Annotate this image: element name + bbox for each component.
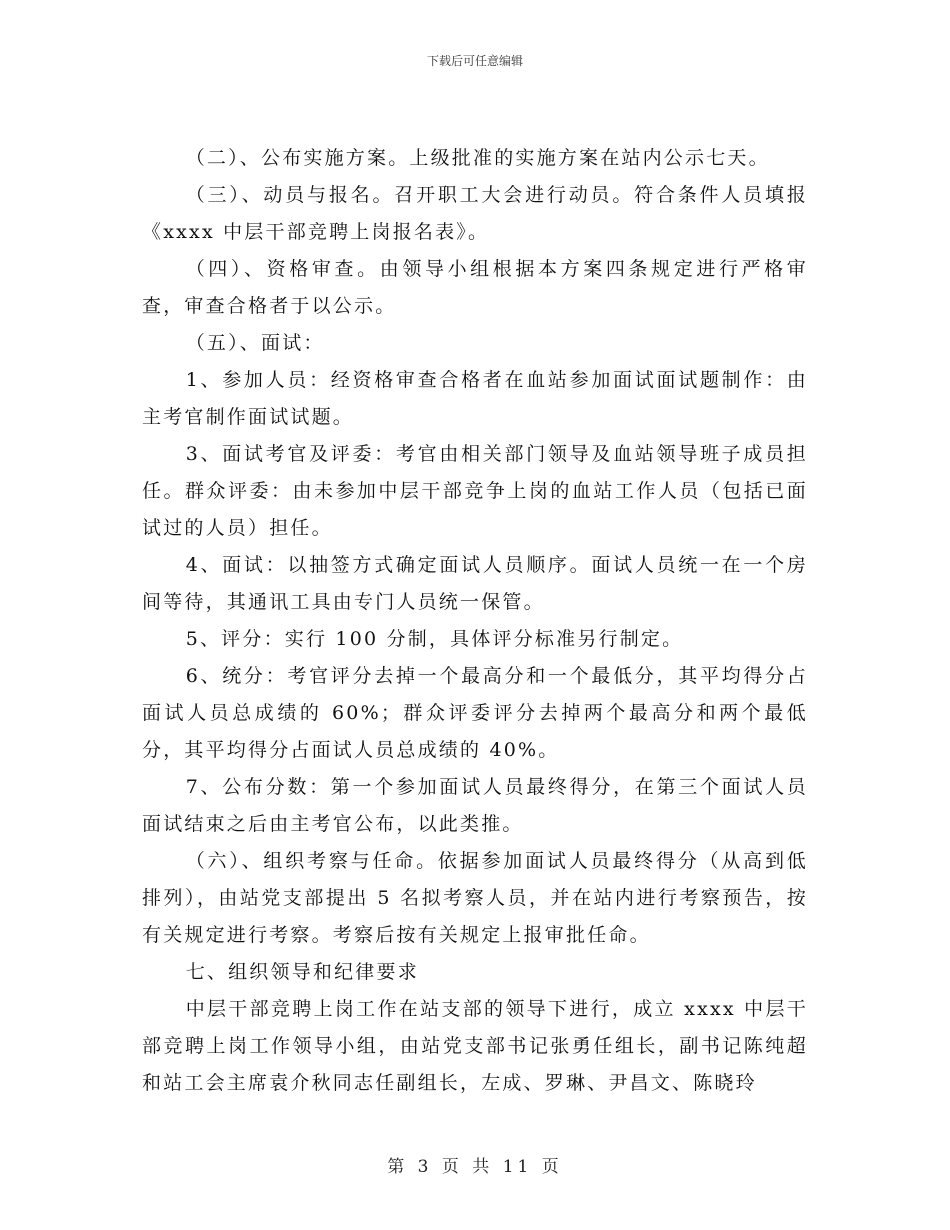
paragraph-publish-scores: 7、公布分数：第一个参加面试人员最终得分，在第三个面试人员面试结束之后由主考官公布，以此类推。 [142, 776, 808, 835]
paragraph-leadership: 中层干部竞聘上岗工作在站支部的领导下进行，成立 xxxx 中层干部竞聘上岗工作领导小组，由站党支部书记张勇任组长，副书记陈纯超和站工会主席袁介秋同志任副组长，左成、罗琳、尹昌文、陈晓玲 [142, 998, 808, 1094]
paragraph-examiners: 3、面试考官及评委：考官由相关部门领导及血站领导班子成员担任。群众评委：由未参加中层干部竞争上岗的血站工作人员（包括已面试过的人员）担任。 [142, 443, 808, 539]
paragraph-scoring: 5、评分：实行 100 分制，具体评分标准另行制定。 [185, 628, 684, 650]
paragraph-mobilize-register: （三）、动员与报名。召开职工大会进行动员。符合条件人员填报《xxxx 中层干部竞聘上岗报名表》。 [142, 184, 808, 243]
paragraph-inspection-appointment: （六）、组织考察与任命。依据参加面试人员最终得分（从高到低排列），由站党支部提出 5 名拟考察人员，并在站内进行考察预告，按有关规定进行考察。考察后按有关规定上报审批任命。 [142, 850, 808, 946]
paragraph-interview-heading: （五）、面试： [185, 332, 325, 354]
page-footer: 第 3 页 共 11 页 [387, 1157, 563, 1177]
page-header: 下载后可任意编辑 [426, 54, 523, 68]
paragraph-score-tally: 6、统分：考官评分去掉一个最高分和一个最低分，其平均得分占面试人员总成绩的 60%；群众评委评分去掉两个最高分和两个最低分，其平均得分占面试人员总成绩的 40%。 [142, 665, 808, 761]
document-body [142, 140, 808, 1102]
paragraph-interview-order: 4、面试：以抽签方式确定面试人员顺序。面试人员统一在一个房间等待，其通讯工具由专门人员统一保管。 [142, 554, 808, 613]
paragraph-participants: 1、参加人员：经资格审查合格者在血站参加面试面试题制作：由主考官制作面试试题。 [142, 369, 808, 428]
paragraph-section-heading: 七、组织领导和纪律要求 [185, 961, 419, 983]
paragraph-publish-plan: （二）、公布实施方案。上级批准的实施方案在站内公示七天。 [185, 147, 770, 169]
paragraph-qualification-review: （四）、资格审查。由领导小组根据本方案四条规定进行严格审查，审查合格者于以公示。 [142, 258, 808, 317]
